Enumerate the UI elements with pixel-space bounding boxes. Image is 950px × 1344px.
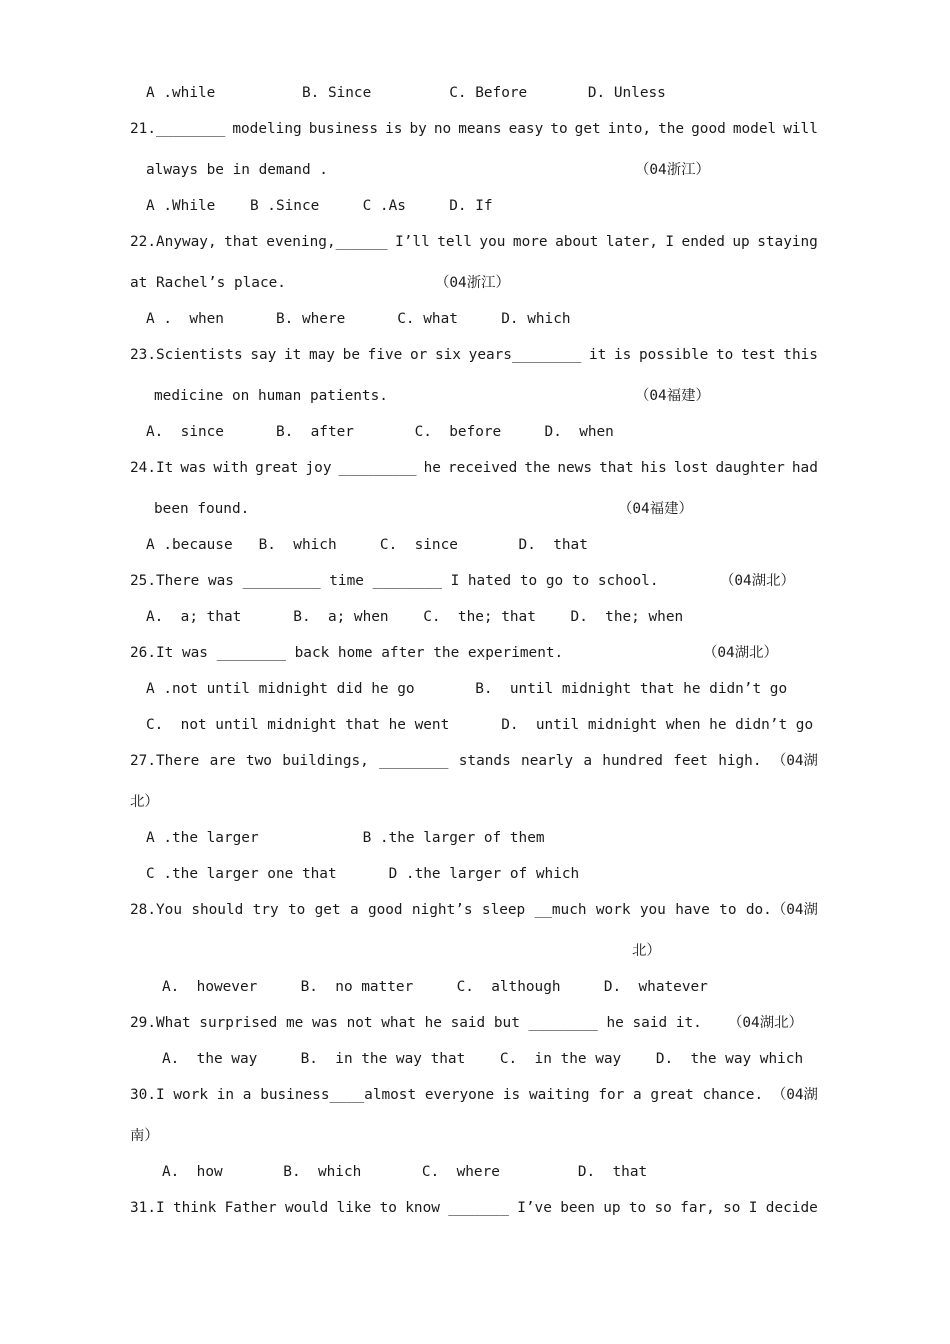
stem-word: great: [650, 1087, 694, 1103]
q21-line1: [130, 122, 818, 136]
stem-word: two: [245, 753, 272, 769]
q24-line2: been found.: [154, 501, 250, 517]
stem-word: about: [555, 234, 599, 250]
stem-word: business: [308, 121, 379, 137]
stem-word: good: [691, 121, 726, 137]
stem-word: lost: [673, 460, 709, 476]
stem-word: business____almost: [260, 1087, 417, 1103]
stem-word: to: [287, 902, 306, 918]
stem-word: 24.It: [130, 460, 174, 476]
stem-word: nearly: [521, 753, 574, 769]
stem-word: years________: [468, 347, 582, 363]
q26-stem: 26.It was ________ back home after the experiment.: [130, 645, 564, 661]
stem-word: was: [180, 460, 207, 476]
stem-word: news: [557, 460, 593, 476]
stem-word: been: [560, 1200, 595, 1216]
stem-word: test: [740, 347, 776, 363]
q22-line1: [130, 235, 818, 249]
stem-word: joy: [305, 460, 332, 476]
stem-word: 22.Anyway,: [130, 234, 217, 250]
stem-word: have: [675, 902, 710, 918]
q23-options: A. since B. after C. before D. when: [146, 424, 614, 440]
q26-options-row2: C. not until midnight that he went D. until midnight when he didn’t go: [146, 717, 814, 733]
stem-word: modeling: [232, 121, 302, 137]
stem-word: _________: [338, 460, 417, 476]
stem-word: ________: [379, 753, 449, 769]
stem-word: is: [502, 1087, 521, 1103]
stem-word: like: [336, 1200, 372, 1216]
stem-word: 30.I: [130, 1087, 165, 1103]
q24-options: A .because B. which C. since D. that: [146, 537, 588, 553]
stem-word: model: [732, 121, 777, 137]
stem-word: are: [209, 753, 236, 769]
stem-word: that: [224, 234, 259, 250]
q28-line1: [130, 903, 818, 917]
stem-word: you: [639, 902, 666, 918]
stem-word: for: [598, 1087, 625, 1103]
stem-word: six: [434, 347, 461, 363]
stem-word: know: [405, 1200, 440, 1216]
stem-word: work: [595, 902, 631, 918]
stem-word: 23.Scientists: [130, 347, 243, 363]
stem-word: up: [732, 234, 750, 250]
stem-word: feet: [673, 753, 708, 769]
stem-word: （04湖: [771, 753, 818, 769]
stem-word: so: [654, 1200, 672, 1216]
q31-line1: [130, 1201, 818, 1215]
stem-word: is: [385, 121, 403, 137]
q25-source-tag: （04湖北）: [720, 573, 795, 589]
stem-word: so: [723, 1200, 741, 1216]
q20-options: A .while B. Since C. Before D. Unless: [146, 85, 666, 101]
stem-word: or: [409, 347, 428, 363]
stem-word: get: [314, 902, 341, 918]
stem-word: 28.You: [130, 902, 182, 918]
stem-word: with: [213, 460, 249, 476]
stem-word: the: [658, 121, 685, 137]
stem-word: by: [409, 121, 427, 137]
stem-word: 27.There: [130, 753, 200, 769]
stem-word: chance.: [702, 1087, 764, 1103]
stem-word: possible: [638, 347, 709, 363]
q29-source-tag: （04湖北）: [728, 1015, 803, 1031]
stem-word: no: [433, 121, 452, 137]
stem-word: may: [308, 347, 335, 363]
stem-word: should: [191, 902, 244, 918]
stem-word: I’ll: [395, 234, 430, 250]
q28-line2: 北）: [632, 943, 661, 959]
stem-word: received: [447, 460, 518, 476]
stem-word: be: [342, 347, 360, 363]
q25-options: A. a; that B. a; when C. the; that D. the; when: [146, 609, 684, 625]
q27-options-row2: C .the larger one that D .the larger of which: [146, 866, 580, 882]
stem-word: it: [588, 347, 607, 363]
q30-options: A. how B. which C. where D. that: [162, 1164, 648, 1180]
q23-source-tag: （04福建）: [635, 388, 710, 404]
q24-source-tag: （04福建）: [618, 501, 693, 517]
q27-options-row1: A .the larger B .the larger of them: [146, 830, 545, 846]
stem-word: to: [715, 347, 734, 363]
q24-line1: [130, 461, 818, 475]
stem-word: do.（04湖: [745, 902, 818, 918]
stem-word: a: [349, 902, 359, 918]
q29-options: A. the way B. in the way that C. in the way D. the way which: [162, 1051, 804, 1067]
stem-word: waiting: [528, 1087, 590, 1103]
stem-word: had: [791, 460, 818, 476]
stem-word: everyone: [424, 1087, 495, 1103]
q23-line1: [130, 348, 818, 362]
stem-word: night’s: [411, 902, 473, 918]
q30-line2: 南）: [130, 1128, 159, 1144]
stem-word: say: [250, 347, 277, 363]
stem-word: （04湖: [771, 1087, 818, 1103]
stem-word: far,: [680, 1200, 715, 1216]
stem-word: good: [367, 902, 403, 918]
stem-word: that: [599, 460, 634, 476]
stem-word: to: [550, 121, 568, 137]
stem-word: try: [252, 902, 279, 918]
stem-word: sleep: [481, 902, 526, 918]
stem-word: 31.I: [130, 1200, 165, 1216]
stem-word: _______: [448, 1200, 509, 1216]
stem-word: I: [665, 234, 675, 250]
stem-word: his: [640, 460, 667, 476]
stem-word: he: [423, 460, 441, 476]
stem-word: get: [574, 121, 601, 137]
q21-line2: always be in demand .: [146, 162, 328, 178]
stem-word: more: [512, 234, 548, 250]
stem-word: the: [524, 460, 551, 476]
stem-word: Father: [224, 1200, 277, 1216]
stem-word: you: [479, 234, 506, 250]
stem-word: it: [283, 347, 302, 363]
stem-word: tell: [437, 234, 472, 250]
stem-word: great: [255, 460, 299, 476]
q27-line1: [130, 754, 818, 768]
q26-options-row1: A .not until midnight did he go B. until midnight that he didn’t go: [146, 681, 788, 697]
stem-word: high.: [718, 753, 762, 769]
stem-word: would: [284, 1200, 329, 1216]
stem-word: means: [458, 121, 502, 137]
stem-word: in: [216, 1087, 235, 1103]
stem-word: work: [173, 1087, 209, 1103]
stem-word: staying: [757, 234, 818, 250]
q21-options: A .While B .Since C .As D. If: [146, 198, 493, 214]
stem-word: think: [172, 1200, 217, 1216]
q27-line2: 北）: [130, 794, 159, 810]
stem-word: to: [628, 1200, 647, 1216]
stem-word: a: [242, 1087, 252, 1103]
q23-line2: medicine on human patients.: [154, 388, 388, 404]
stem-word: daughter: [715, 460, 785, 476]
stem-word: will: [783, 121, 818, 137]
q25-stem: 25.There was _________ time ________ I hated to go to school.: [130, 573, 659, 589]
q22-source-tag: （04浙江）: [435, 275, 510, 291]
q22-line2: at Rachel’s place.: [130, 275, 286, 291]
q28-options: A. however B. no matter C. although D. whatever: [162, 979, 708, 995]
stem-word: up: [603, 1200, 621, 1216]
q30-line1: [130, 1088, 818, 1102]
stem-word: a: [633, 1087, 642, 1103]
stem-word: to: [379, 1200, 397, 1216]
stem-word: stands: [458, 753, 511, 769]
stem-word: 21.________: [130, 121, 226, 137]
stem-word: to: [719, 902, 737, 918]
stem-word: five: [367, 347, 403, 363]
stem-word: this: [783, 347, 818, 363]
stem-word: ended: [681, 234, 725, 250]
stem-word: later,: [605, 234, 658, 250]
stem-word: into,: [607, 121, 652, 137]
stem-word: evening,______: [266, 234, 388, 250]
q22-options: A . when B. where C. what D. which: [146, 311, 571, 327]
stem-word: is: [613, 347, 632, 363]
stem-word: hundred: [602, 753, 663, 769]
stem-word: __much: [534, 902, 587, 918]
stem-word: a: [583, 753, 592, 769]
q26-source-tag: （04湖北）: [703, 645, 778, 661]
stem-word: I: [748, 1200, 758, 1216]
q29-stem: 29.What surprised me was not what he said but ________ he said it.: [130, 1015, 702, 1031]
stem-word: easy: [508, 121, 544, 137]
stem-word: I’ve: [517, 1200, 552, 1216]
stem-word: decide: [765, 1200, 818, 1216]
q21-source-tag: （04浙江）: [635, 162, 710, 178]
stem-word: buildings,: [282, 753, 369, 769]
